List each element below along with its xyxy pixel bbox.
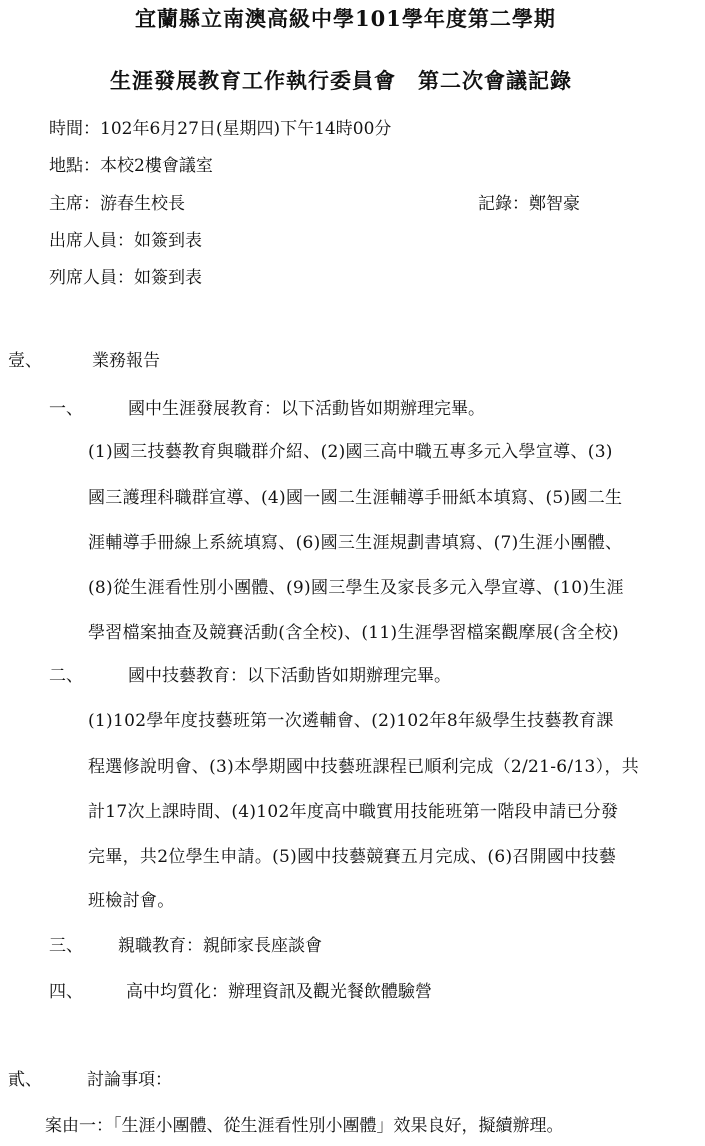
item-heading: 高中均質化：辦理資訊及觀光餐飲體驗營	[126, 982, 432, 1002]
paragraph-line: 學習檔案抽查及競賽活動(含全校)、(11)生涯學習檔案觀摩展(含全校)	[88, 623, 619, 643]
meeting-recorder: 記錄：鄭智豪	[478, 194, 580, 214]
meeting-title: 生涯發展教育工作執行委員會 第二次會議記錄	[110, 68, 572, 93]
item-number: 二、	[49, 666, 83, 686]
document-title: 宜蘭縣立南澳高級中學101學年度第二學期	[135, 6, 556, 31]
paragraph-line: 班檢討會。	[88, 891, 175, 911]
item-heading: 親職教育：親師家長座談會	[118, 936, 322, 956]
item-heading: 國中技藝教育：以下活動皆如期辦理完畢。	[128, 666, 451, 686]
item-number: 一、	[49, 399, 83, 419]
meeting-observers: 列席人員：如簽到表	[49, 268, 202, 288]
meeting-place: 地點：本校2樓會議室	[49, 156, 213, 176]
item-number: 四、	[49, 982, 83, 1002]
paragraph-line: (8)從生涯看性別小團體、(9)國三學生及家長多元入學宣導、(10)生涯	[88, 578, 624, 598]
section-title: 討論事項：	[87, 1070, 172, 1090]
meeting-time: 時間：102年6月27日(星期四)下午14時00分	[49, 119, 392, 139]
paragraph-line: 計17次上課時間、(4)102年度高中職實用技能班第一階段申請已分發	[88, 802, 619, 822]
section-title: 業務報告	[92, 351, 160, 371]
paragraph-line: (1)國三技藝教育與職群介紹、(2)國三高中職五專多元入學宣導、(3)	[88, 442, 613, 462]
meeting-chair: 主席：游春生校長	[49, 194, 185, 214]
paragraph-line: 國三護理科職群宣導、(4)國一國二生涯輔導手冊紙本填寫、(5)國二生	[88, 488, 623, 508]
item-number: 三、	[49, 936, 83, 956]
section-number: 壹、	[8, 351, 42, 371]
item-heading: 國中生涯發展教育：以下活動皆如期辦理完畢。	[128, 399, 485, 419]
meeting-attendees: 出席人員：如簽到表	[49, 231, 202, 251]
paragraph-line: 完畢，共2位學生申請。(5)國中技藝競賽五月完成、(6)召開國中技藝	[88, 847, 617, 867]
paragraph-line: 涯輔導手冊線上系統填寫、(6)國三生涯規劃書填寫、(7)生涯小團體、	[88, 533, 623, 553]
discussion-case: 案由一：「生涯小團體、從生涯看性別小團體」效果良好，擬續辦理。	[45, 1116, 564, 1136]
paragraph-line: (1)102學年度技藝班第一次遴輔會、(2)102年8年級學生技藝教育課	[88, 711, 614, 731]
section-number: 貳、	[8, 1070, 42, 1090]
paragraph-line: 程選修說明會、(3)本學期國中技藝班課程已順利完成（2/21-6/13），共	[88, 757, 640, 777]
